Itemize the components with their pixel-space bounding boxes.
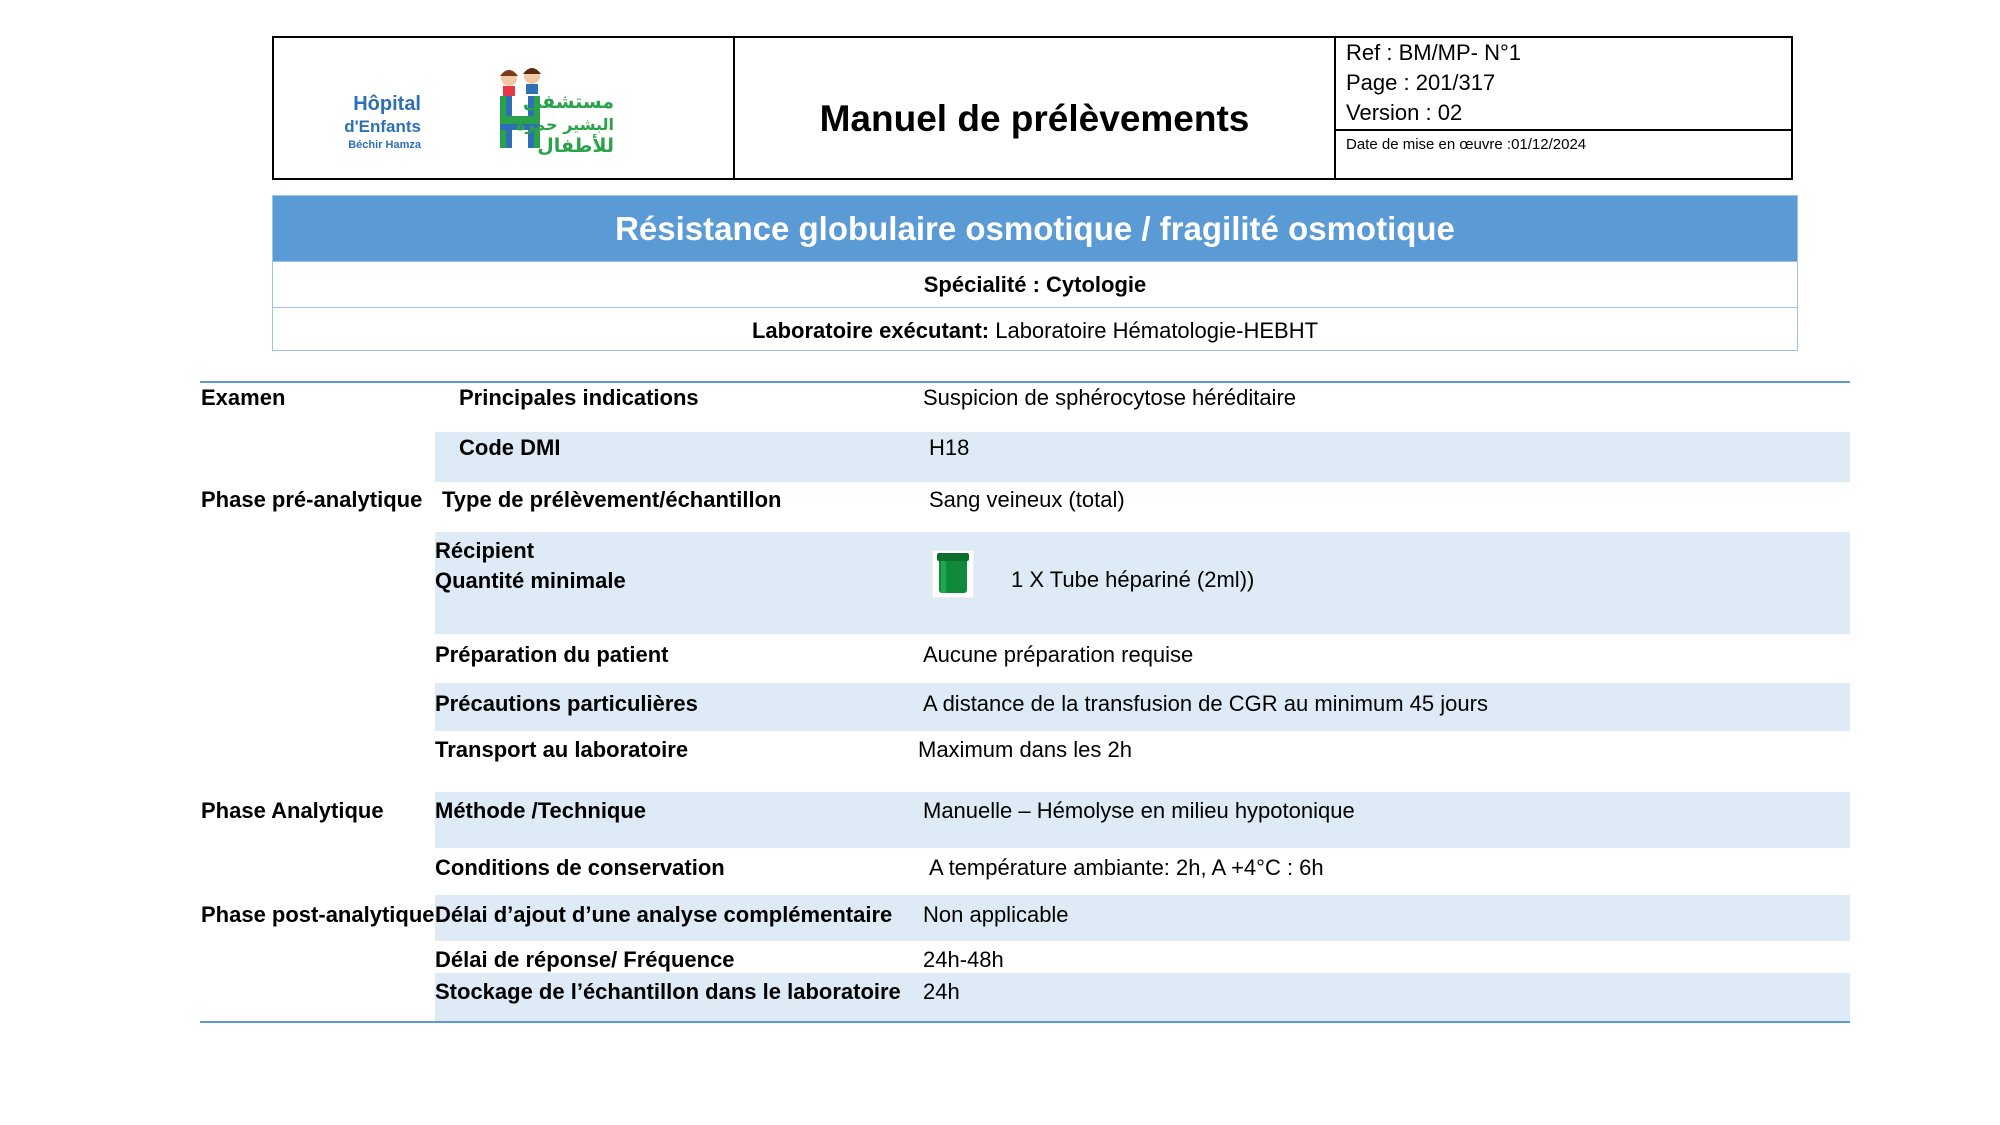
test-title: Résistance globulaire osmotique / fragilité osmotique: [273, 196, 1797, 261]
logo-text-line2: d'Enfants: [344, 117, 421, 136]
specialty-label: Spécialité : Cytologie: [923, 271, 1147, 297]
document-title: Manuel de prélèvements: [819, 98, 1250, 139]
logo-text-line3: Béchir Hamza: [348, 139, 421, 151]
table-row: [200, 731, 1850, 792]
logo-arabic-line2: البشير حمزة: [515, 115, 614, 134]
table-row: [200, 973, 1850, 1021]
version-number: Version : 02: [1346, 100, 1463, 125]
lab-value: Laboratoire Hématologie-HEBHT: [989, 317, 1319, 343]
ref-number: Ref : BM/MP- N°1: [1346, 40, 1522, 65]
table-row: [200, 848, 1850, 895]
table-row: [200, 895, 1850, 941]
row-label: Précautions particulières: [435, 691, 698, 716]
row-value: Sang veineux (total): [929, 487, 1125, 512]
row-label: Préparation du patient: [435, 642, 669, 667]
page-number: Page : 201/317: [1346, 70, 1496, 95]
phase-examen: Examen: [201, 385, 286, 410]
ref-divider: [1336, 129, 1791, 131]
row-value: Manuelle – Hémolyse en milieu hypotonique: [923, 798, 1355, 823]
table-row: [200, 432, 1850, 482]
row-value: A distance de la transfusion de CGR au minimum 45 jours: [923, 691, 1488, 716]
table-row: [200, 532, 1850, 634]
row-label: Méthode /Technique: [435, 798, 647, 823]
row-label: Récipient: [435, 538, 535, 563]
specialty-row: [273, 261, 1797, 307]
row-value: Aucune préparation requise: [923, 642, 1194, 667]
phase-analytique: Phase Analytique: [201, 798, 384, 823]
logo-text-line1: Hôpital: [353, 93, 421, 115]
row-label: Transport au laboratoire: [435, 737, 689, 762]
row-value: 24h: [923, 979, 960, 1004]
row-value: Non applicable: [923, 902, 1069, 927]
table-bottom-rule: [200, 1021, 1850, 1023]
table-row: [200, 683, 1850, 731]
phase-post-analytique: Phase post-analytique: [201, 902, 435, 927]
effective-date: Date de mise en œuvre :01/12/2024: [1346, 136, 1587, 153]
row-label: Principales indications: [459, 385, 699, 410]
logo-arabic-line1: مستشفى: [522, 91, 614, 113]
phase-pre-analytique: Phase pré-analytique: [201, 487, 423, 512]
table-row: [200, 792, 1850, 848]
green-tube-icon: [932, 550, 974, 598]
table-row: [200, 634, 1850, 683]
row-value: 1 X Tube hépariné (2ml)): [1011, 567, 1255, 592]
hospital-logo-graphic: [274, 38, 733, 178]
row-label: Délai d’ajout d’une analyse complémentaire: [435, 902, 893, 927]
document-header: [272, 36, 1793, 180]
logo-arabic-line3: للأطفال: [537, 135, 614, 157]
lab-row: [273, 307, 1797, 353]
row-label: Conditions de conservation: [435, 855, 725, 880]
row-label: Délai de réponse/ Fréquence: [435, 947, 735, 972]
row-value: H18: [929, 435, 970, 460]
row-label: Code DMI: [459, 435, 561, 460]
row-label: Type de prélèvement/échantillon: [442, 487, 782, 512]
row-label: Stockage de l’échantillon dans le laboratoire: [435, 979, 901, 1004]
test-title-block: [272, 195, 1798, 351]
table-row: [200, 383, 1850, 432]
row-label-2: Quantité minimale: [435, 568, 626, 593]
hospital-logo: [274, 38, 733, 178]
reference-box: [1336, 38, 1791, 178]
lab-label: Laboratoire exécutant:: [751, 317, 990, 343]
row-value: 24h-48h: [923, 947, 1004, 972]
table-row: [200, 941, 1850, 973]
table-row: [200, 482, 1850, 532]
row-value: Suspicion de sphérocytose héréditaire: [923, 385, 1297, 410]
row-value: Maximum dans les 2h: [918, 737, 1132, 762]
row-value: A température ambiante: 2h, A +4°C : 6h: [929, 855, 1324, 880]
